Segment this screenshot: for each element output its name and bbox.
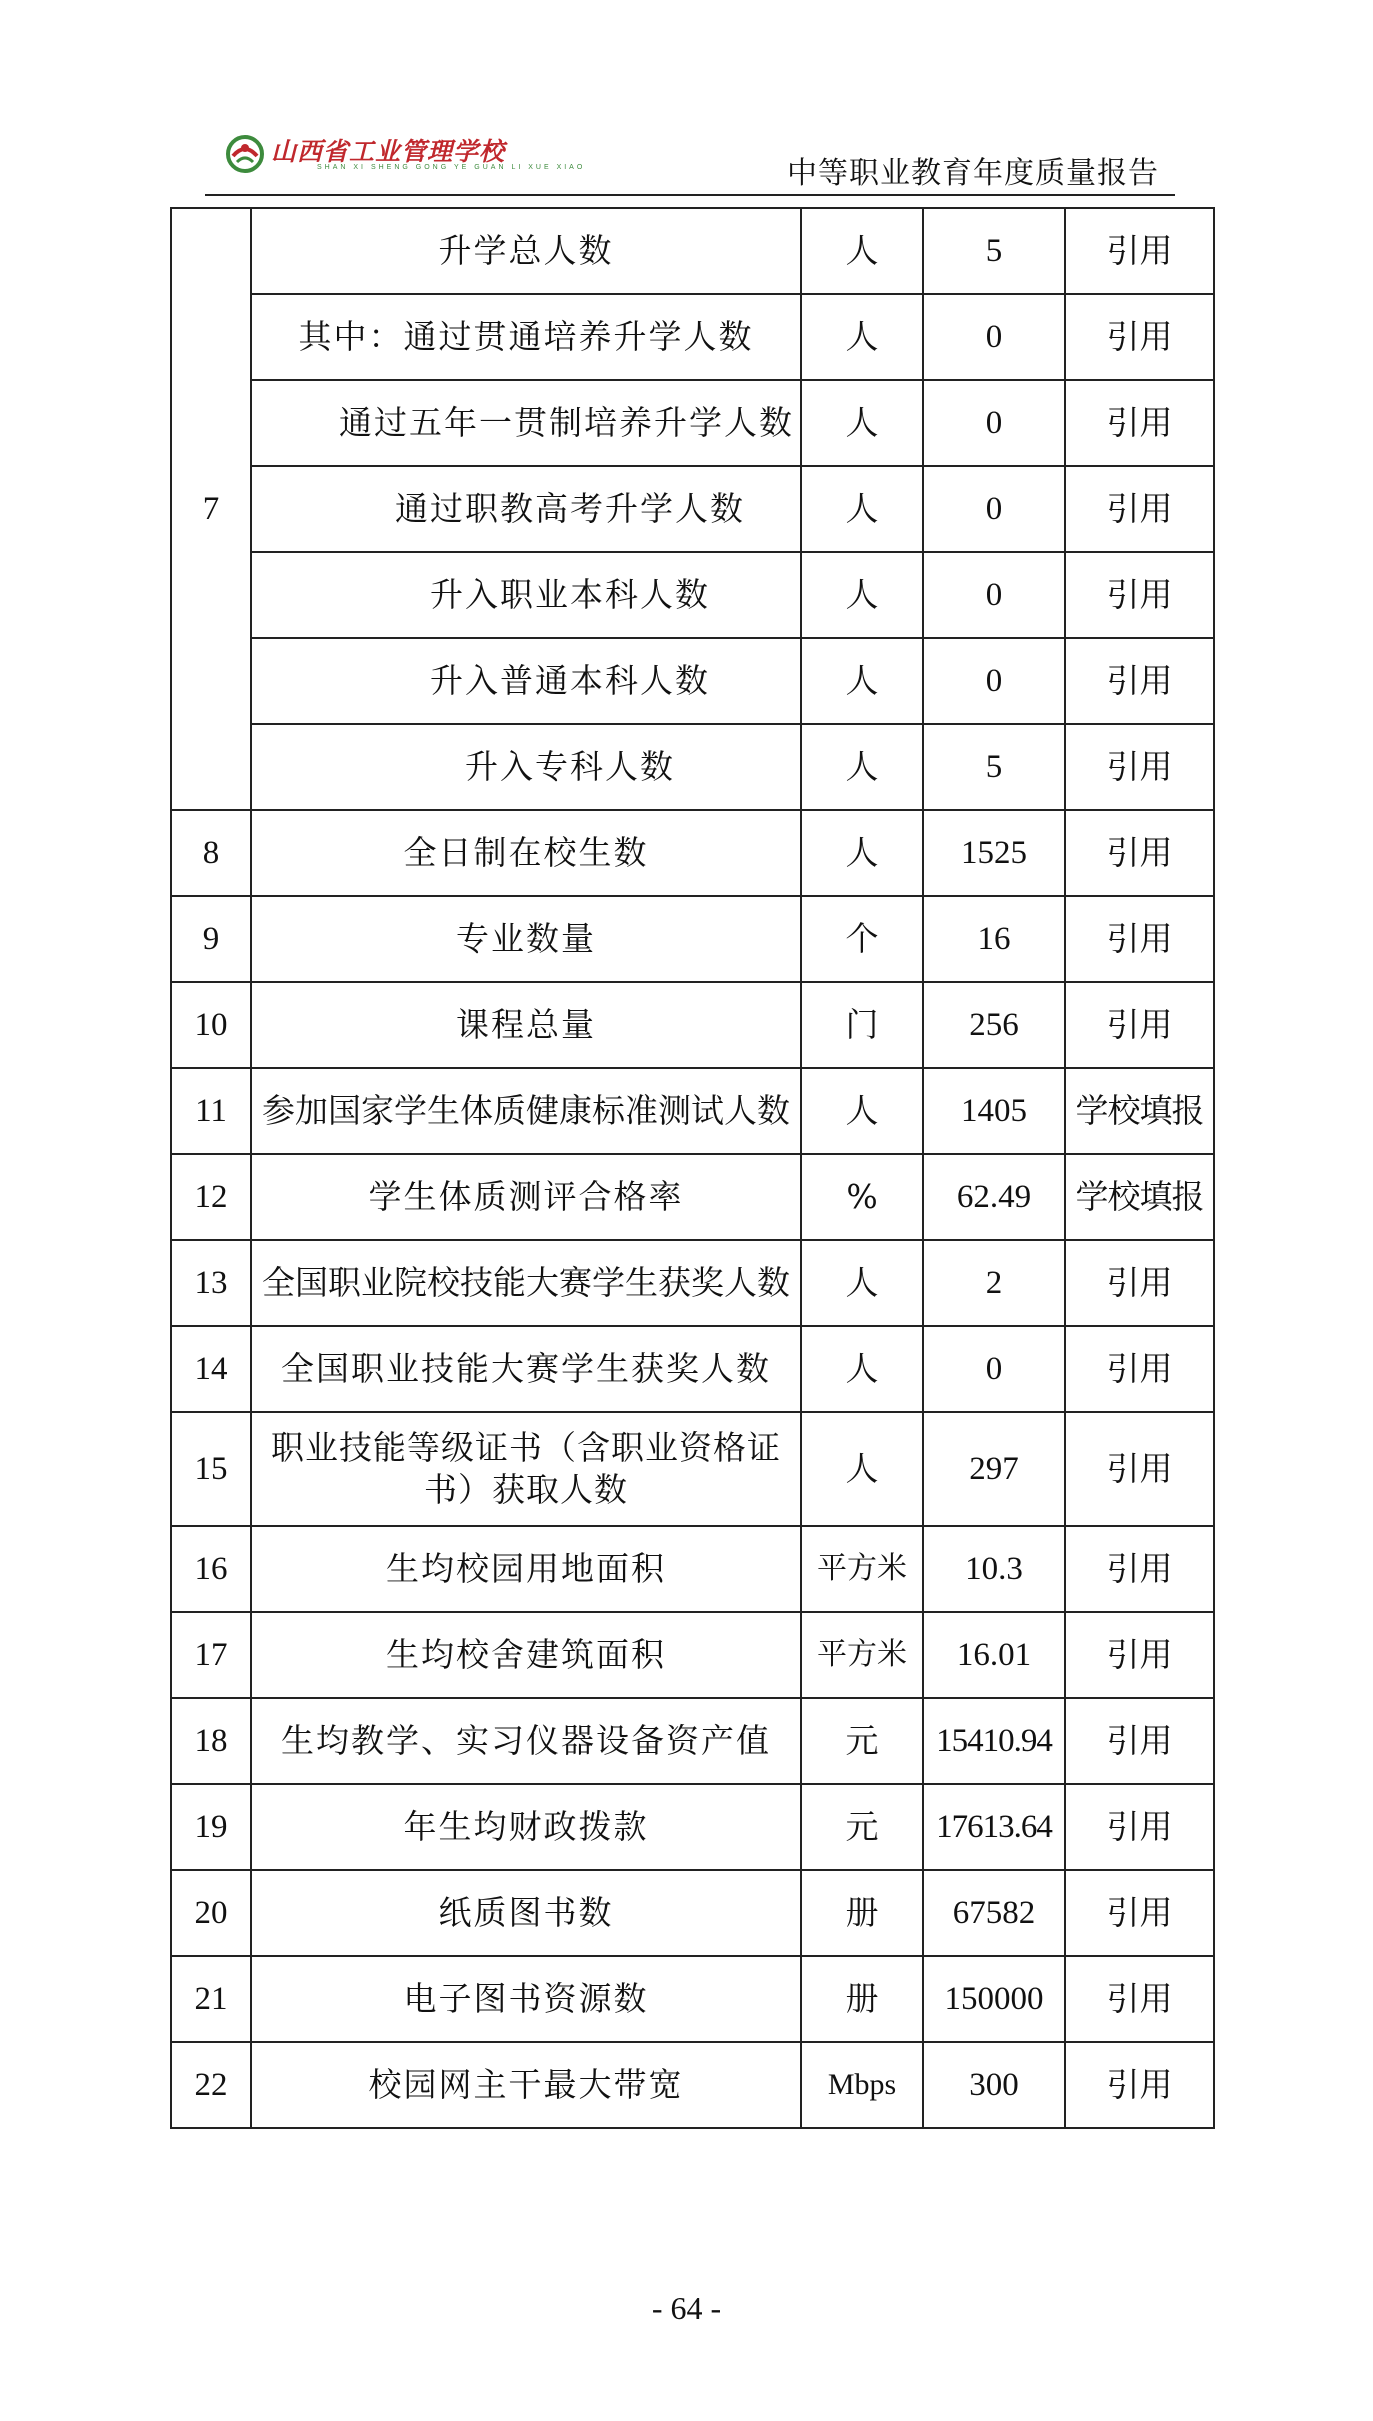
- row-number: 19: [171, 1784, 251, 1870]
- indicator-name: 生均教学、实习仪器设备资产值: [251, 1698, 801, 1784]
- indicator-value: 0: [923, 294, 1065, 380]
- row-number: 13: [171, 1240, 251, 1326]
- row-number: 21: [171, 1956, 251, 2042]
- indicator-source: 引用: [1065, 724, 1214, 810]
- header-divider: [205, 194, 1175, 196]
- row-number: 22: [171, 2042, 251, 2128]
- page-number: - 64 -: [651, 2290, 722, 2326]
- indicator-name: 全国职业院校技能大赛学生获奖人数: [251, 1240, 801, 1326]
- table-row: [171, 1784, 1214, 1870]
- table-row: [171, 1154, 1214, 1240]
- table-row: [171, 724, 1214, 810]
- indicator-source: 引用: [1065, 380, 1214, 466]
- indicator-source: 引用: [1065, 1240, 1214, 1326]
- indicator-source: 引用: [1065, 982, 1214, 1068]
- indicator-value: 5: [923, 208, 1065, 294]
- indicator-unit: 元: [801, 1698, 923, 1784]
- indicator-name: 电子图书资源数: [251, 1956, 801, 2042]
- indicator-value: 256: [923, 982, 1065, 1068]
- indicator-source: 引用: [1065, 2042, 1214, 2128]
- table-row: [171, 552, 1214, 638]
- indicator-value: 10.3: [923, 1526, 1065, 1612]
- indicator-name: 学生体质测评合格率: [251, 1154, 801, 1240]
- indicator-source: 学校填报: [1065, 1154, 1214, 1240]
- indicator-value: 15410.94: [923, 1698, 1065, 1784]
- table-row: [171, 1698, 1214, 1784]
- indicator-unit: %: [801, 1154, 923, 1240]
- school-pinyin: SHAN XI SHENG GONG YE GUAN LI XUE XIAO: [317, 163, 586, 171]
- indicator-name: 纸质图书数: [251, 1870, 801, 1956]
- table-row: [171, 2042, 1214, 2128]
- row-number: 18: [171, 1698, 251, 1784]
- row-number: 14: [171, 1326, 251, 1412]
- table-row: [171, 1240, 1214, 1326]
- indicator-value: 0: [923, 380, 1065, 466]
- indicator-source: 引用: [1065, 638, 1214, 724]
- indicator-value: 16.01: [923, 1612, 1065, 1698]
- table-row: [171, 896, 1214, 982]
- indicator-value: 297: [923, 1412, 1065, 1526]
- row-number: 20: [171, 1870, 251, 1956]
- indicator-unit: 人: [801, 380, 923, 466]
- indicator-value: 1405: [923, 1068, 1065, 1154]
- indicator-unit: 册: [801, 1870, 923, 1956]
- indicator-unit: 人: [801, 1240, 923, 1326]
- indicator-unit: 人: [801, 466, 923, 552]
- indicator-unit: Mbps: [801, 2042, 923, 2128]
- indicator-name: 升入普通本科人数: [251, 638, 801, 724]
- indicator-source: 引用: [1065, 1698, 1214, 1784]
- indicator-name: 生均校园用地面积: [251, 1526, 801, 1612]
- indicator-name: 通过职教高考升学人数: [251, 466, 801, 552]
- row-number: 10: [171, 982, 251, 1068]
- indicator-source: 引用: [1065, 896, 1214, 982]
- indicator-value: 17613.64: [923, 1784, 1065, 1870]
- indicator-source: 引用: [1065, 1412, 1214, 1526]
- indicator-source: 引用: [1065, 1784, 1214, 1870]
- indicator-value: 150000: [923, 1956, 1065, 2042]
- indicator-value: 1525: [923, 810, 1065, 896]
- indicator-unit: 门: [801, 982, 923, 1068]
- row-number: 17: [171, 1612, 251, 1698]
- indicator-value: 16: [923, 896, 1065, 982]
- indicator-unit: 人: [801, 1326, 923, 1412]
- indicator-source: 引用: [1065, 294, 1214, 380]
- indicator-source: 引用: [1065, 1612, 1214, 1698]
- row-number: 11: [171, 1068, 251, 1154]
- indicator-value: 300: [923, 2042, 1065, 2128]
- school-emblem-icon: [225, 134, 265, 174]
- indicator-value: 0: [923, 638, 1065, 724]
- indicator-source: 引用: [1065, 466, 1214, 552]
- indicator-unit: 人: [801, 1068, 923, 1154]
- table-row: [171, 466, 1214, 552]
- indicator-name: 升学总人数: [251, 208, 801, 294]
- indicator-unit: 人: [801, 208, 923, 294]
- indicator-name: 课程总量: [251, 982, 801, 1068]
- indicator-source: 引用: [1065, 1526, 1214, 1612]
- indicator-unit: 人: [801, 552, 923, 638]
- row-number: 16: [171, 1526, 251, 1612]
- table-row: [171, 982, 1214, 1068]
- indicator-name: 职业技能等级证书（含职业资格证书）获取人数: [251, 1412, 801, 1526]
- indicator-name: 升入职业本科人数: [251, 552, 801, 638]
- table-row: [171, 1412, 1214, 1526]
- indicator-unit: 人: [801, 294, 923, 380]
- table-row: [171, 1612, 1214, 1698]
- indicator-value: 0: [923, 552, 1065, 638]
- table-row: [171, 1870, 1214, 1956]
- table-row: [171, 1068, 1214, 1154]
- indicator-value: 62.49: [923, 1154, 1065, 1240]
- indicator-name: 生均校舍建筑面积: [251, 1612, 801, 1698]
- indicator-name: 专业数量: [251, 896, 801, 982]
- indicator-source: 学校填报: [1065, 1068, 1214, 1154]
- indicator-unit: 人: [801, 638, 923, 724]
- table-row: [171, 1956, 1214, 2042]
- indicator-unit: 人: [801, 1412, 923, 1526]
- table-row: [171, 1326, 1214, 1412]
- indicator-unit: 元: [801, 1784, 923, 1870]
- indicator-unit: 人: [801, 724, 923, 810]
- row-number: 12: [171, 1154, 251, 1240]
- table-row: [171, 1526, 1214, 1612]
- table-row: [171, 294, 1214, 380]
- indicator-source: 引用: [1065, 1870, 1214, 1956]
- row-number: 9: [171, 896, 251, 982]
- indicator-unit: 册: [801, 1956, 923, 2042]
- indicator-name: 全日制在校生数: [251, 810, 801, 896]
- indicator-source: 引用: [1065, 1326, 1214, 1412]
- indicator-value: 0: [923, 466, 1065, 552]
- school-logo: [225, 134, 585, 174]
- indicator-unit: 平方米: [801, 1526, 923, 1612]
- table-row: [171, 380, 1214, 466]
- indicator-name: 通过五年一贯制培养升学人数: [251, 380, 801, 466]
- indicator-name: 参加国家学生体质健康标准测试人数: [251, 1068, 801, 1154]
- indicator-source: 引用: [1065, 810, 1214, 896]
- indicator-name: 年生均财政拨款: [251, 1784, 801, 1870]
- indicator-unit: 个: [801, 896, 923, 982]
- indicator-value: 67582: [923, 1870, 1065, 1956]
- report-title: 中等职业教育年度质量报告: [787, 156, 1159, 191]
- table-row: [171, 810, 1214, 896]
- indicator-unit: 人: [801, 810, 923, 896]
- indicator-name: 全国职业技能大赛学生获奖人数: [251, 1326, 801, 1412]
- row-number: 15: [171, 1412, 251, 1526]
- indicator-name: 其中：通过贯通培养升学人数: [251, 294, 801, 380]
- indicator-source: 引用: [1065, 552, 1214, 638]
- table-row: [171, 208, 1214, 294]
- school-name: 山西省工业管理学校: [271, 136, 506, 166]
- indicator-table: [170, 207, 1215, 2129]
- indicator-source: 引用: [1065, 208, 1214, 294]
- indicator-name: 校园网主干最大带宽: [251, 2042, 801, 2128]
- indicator-name: 升入专科人数: [251, 724, 801, 810]
- page-header: [205, 128, 1175, 196]
- table-row: [171, 638, 1214, 724]
- indicator-unit: 平方米: [801, 1612, 923, 1698]
- row-number: 8: [171, 810, 251, 896]
- indicator-source: 引用: [1065, 1956, 1214, 2042]
- indicator-value: 0: [923, 1326, 1065, 1412]
- indicator-value: 2: [923, 1240, 1065, 1326]
- row-number: 7: [171, 208, 251, 810]
- indicator-value: 5: [923, 724, 1065, 810]
